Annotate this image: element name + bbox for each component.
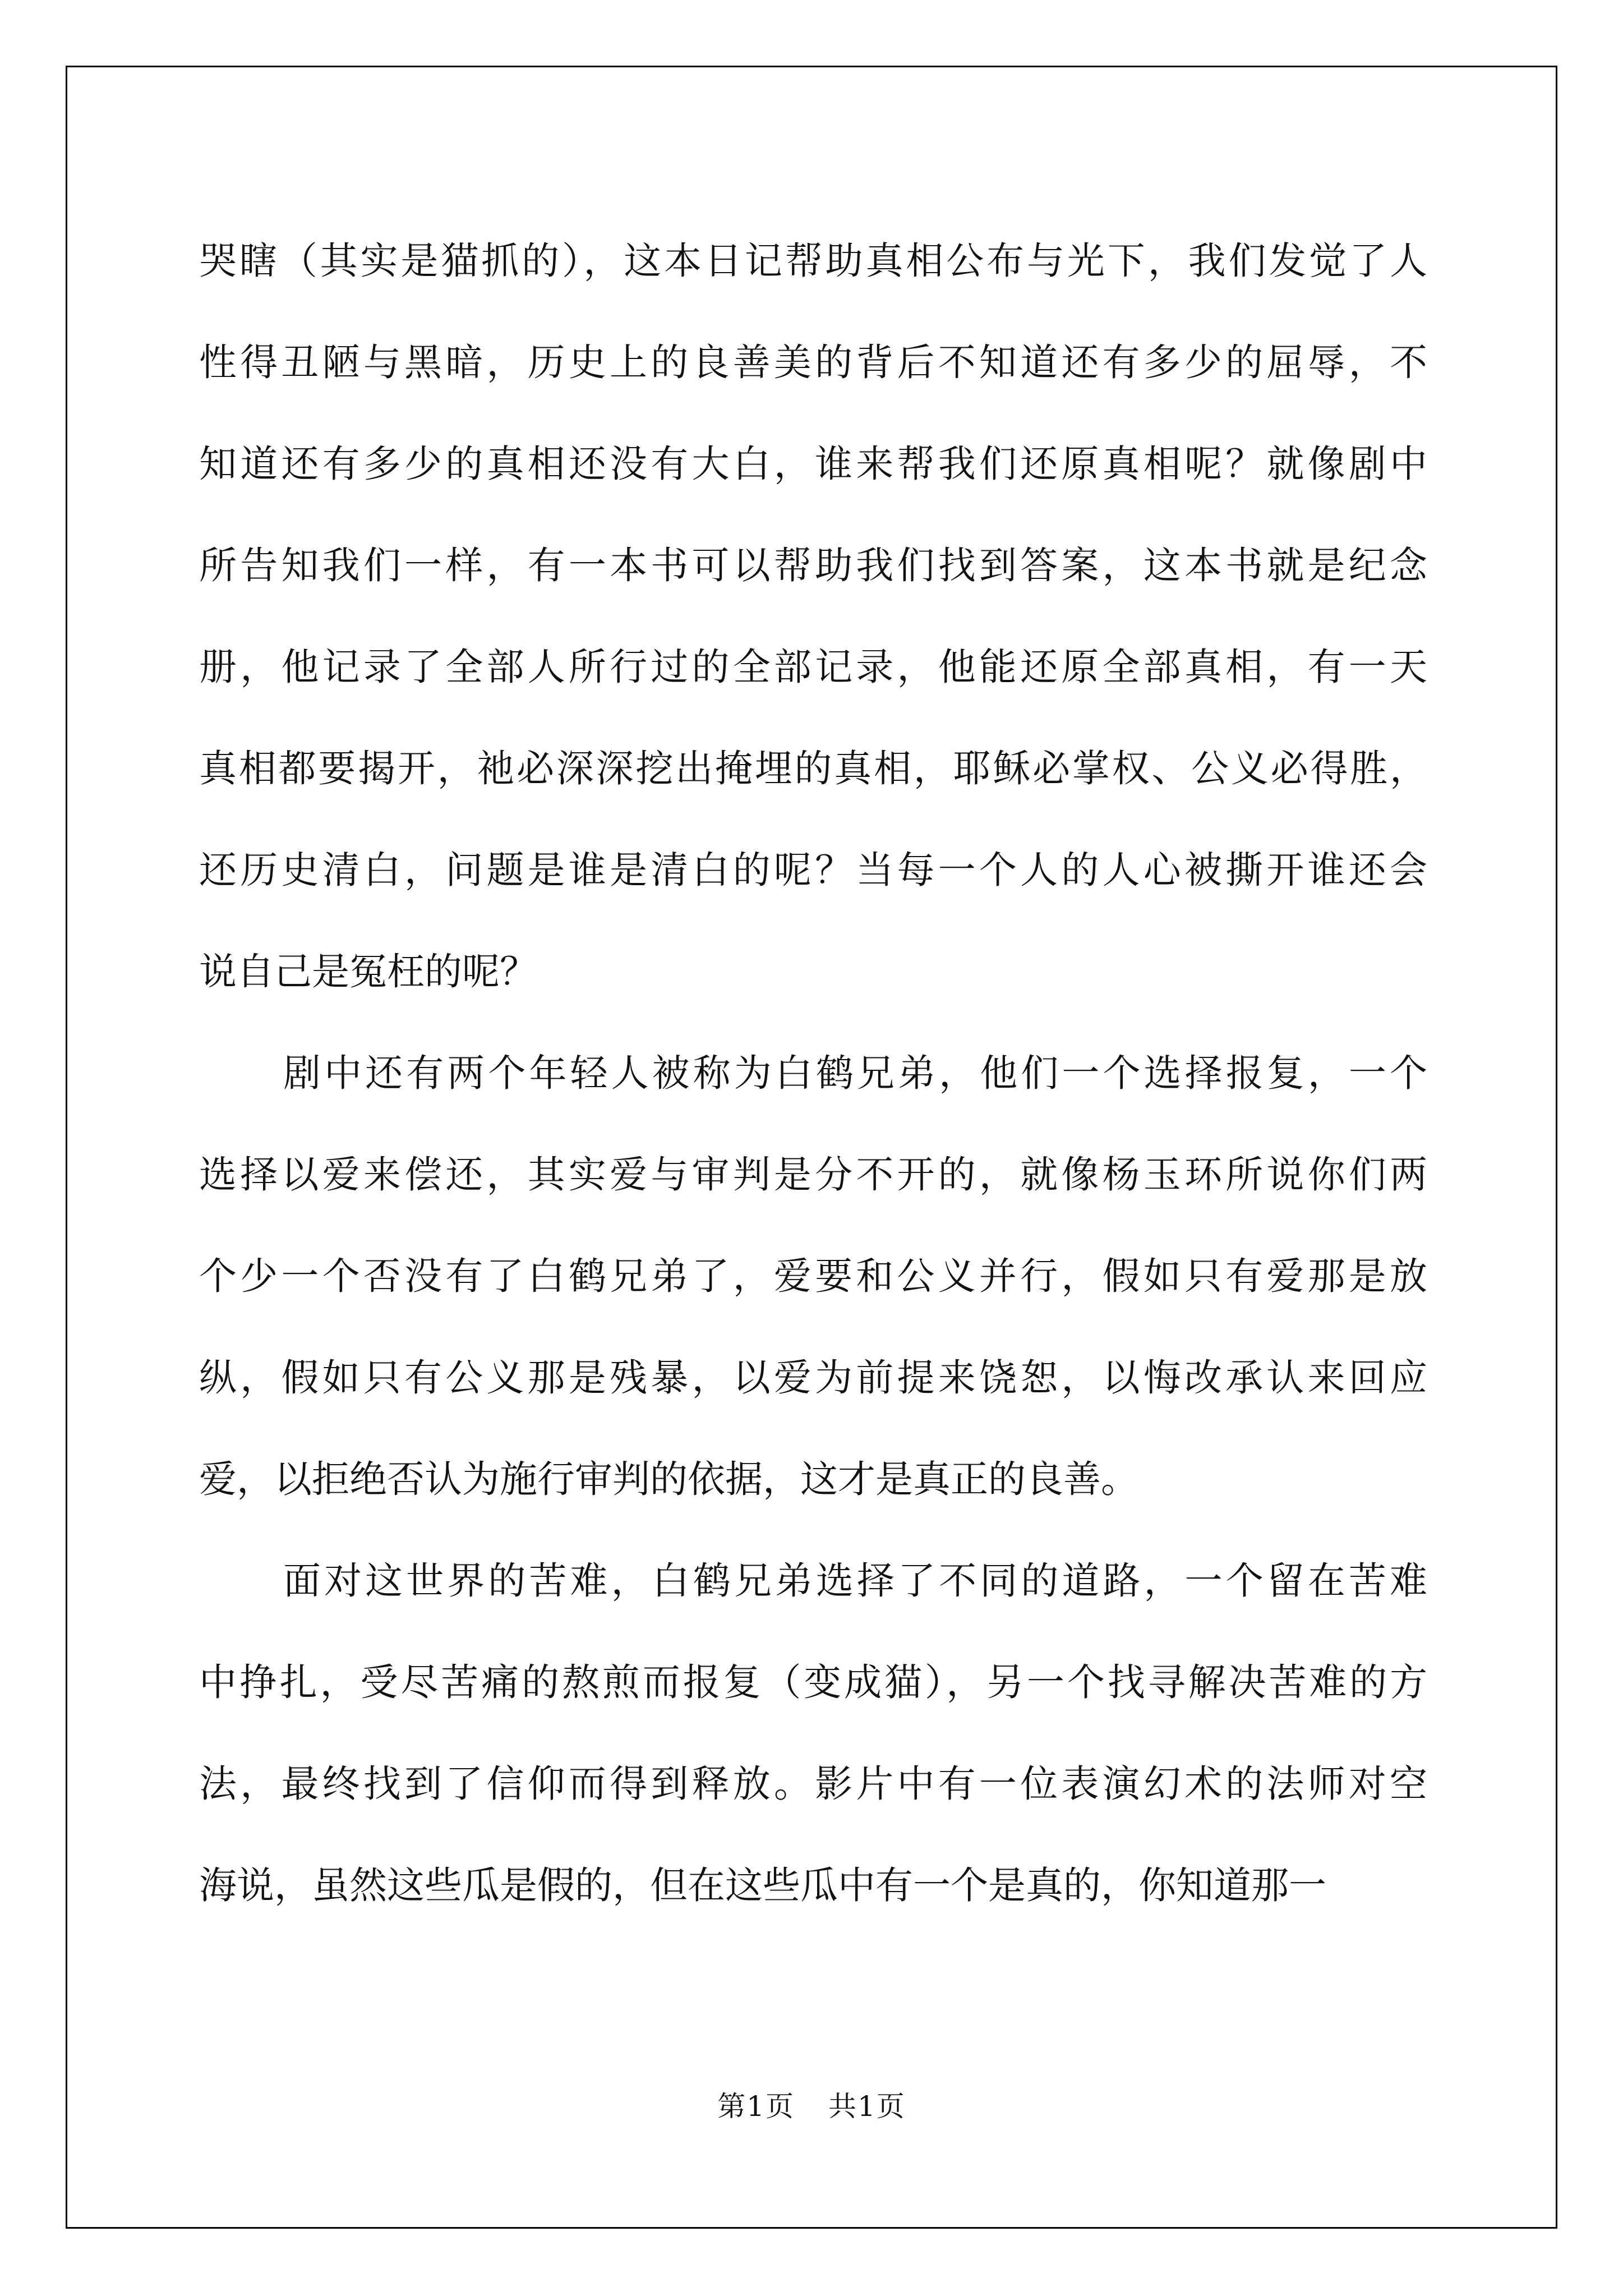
page-total: 共1页 (828, 2090, 906, 2123)
text-line: 海说，虽然这些瓜是假的，但在这些瓜中有一个是真的，你知道那一 (199, 1864, 1326, 1907)
text-line: 册，他记录了全部人所行过的全部记录，他能还原全部真相，有一天 (199, 645, 1427, 689)
text-line: 还历史清白，问题是谁是清白的呢？当每一个人的人心被撕开谁还会 (199, 848, 1427, 892)
document-body (199, 210, 1427, 1936)
text-line: 个少一个否没有了白鹤兄弟了，爱要和公义并行，假如只有爱那是放 (199, 1254, 1427, 1298)
text-line: 中挣扎，受尽苦痛的熬煎而报复（变成猫），另一个找寻解决苦难的方 (199, 1660, 1427, 1704)
paragraph (199, 1023, 1427, 1530)
text-line: 所告知我们一样，有一本书可以帮助我们找到答案，这本书就是纪念 (199, 544, 1427, 587)
page-number: 第1页 (717, 2090, 795, 2123)
text-line: 爱，以拒绝否认为施行审判的依据，这才是真正的良善。 (199, 1457, 1138, 1501)
text-line: 剧中还有两个年轻人被称为白鹤兄弟，他们一个选择报复，一个 (283, 1051, 1427, 1095)
text-line: 选择以爱来偿还，其实爱与审判是分不开的，就像杨玉环所说你们两 (199, 1153, 1427, 1197)
paragraph (199, 1530, 1427, 1936)
text-line: 知道还有多少的真相还没有大白，谁来帮我们还原真相呢？就像剧中 (199, 442, 1427, 486)
text-line: 面对这世界的苦难，白鹤兄弟选择了不同的道路，一个留在苦难 (283, 1559, 1427, 1603)
text-line: 说自己是冤枉的呢？ (199, 950, 537, 993)
paragraph (199, 210, 1427, 1023)
text-line: 法，最终找到了信仰而得到释放。影片中有一位表演幻术的法师对空 (199, 1762, 1427, 1806)
text-line: 纵，假如只有公义那是残暴，以爱为前提来饶恕，以悔改承认来回应 (199, 1356, 1427, 1400)
text-line: 真相都要揭开，祂必深深挖出掩埋的真相，耶稣必掌权、公义必得胜， (199, 747, 1427, 790)
text-line: 哭瞎（其实是猫抓的），这本日记帮助真相公布与光下，我们发觉了人 (199, 239, 1427, 283)
page-footer (0, 2084, 1623, 2124)
text-line: 性得丑陋与黑暗，历史上的良善美的背后不知道还有多少的屈辱，不 (199, 341, 1427, 384)
